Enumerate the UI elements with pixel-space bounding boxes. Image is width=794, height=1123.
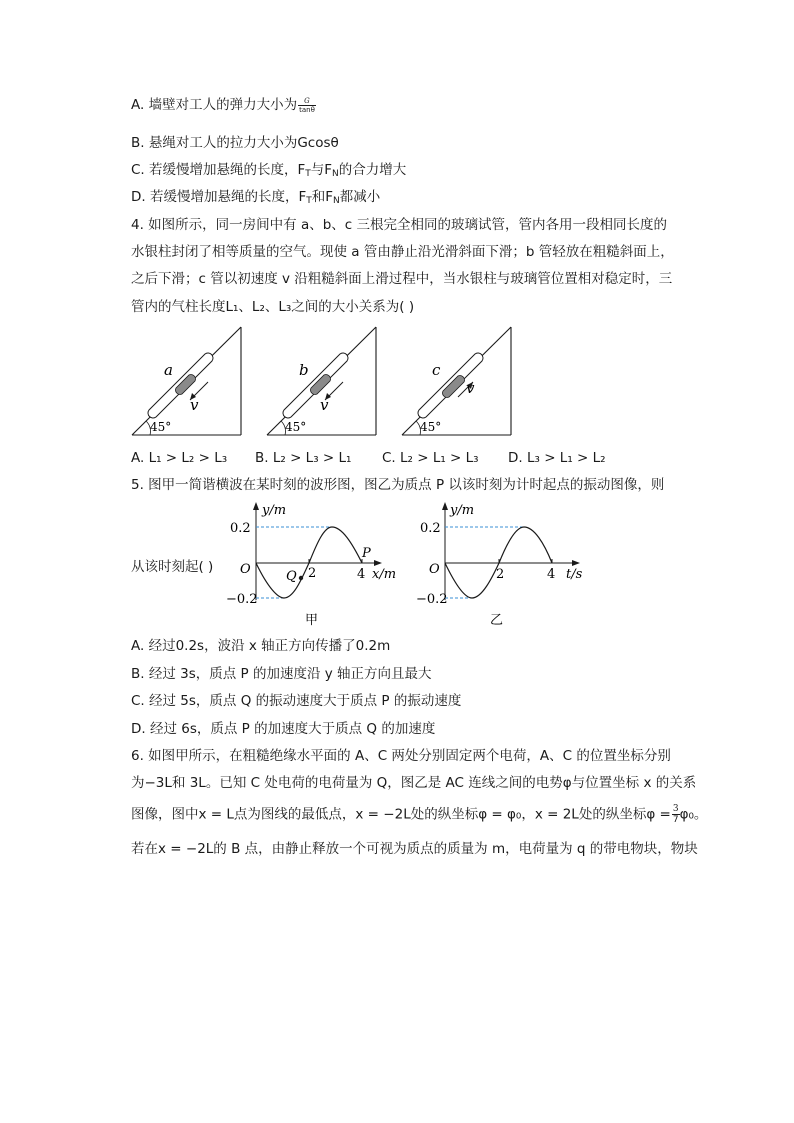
q4-option-a: A. L₁ > L₂ > L₃: [131, 450, 228, 466]
q3-option-a: A. 墙壁对工人的弹力大小为 $\frac{G}{\tan\theta}$: [131, 96, 315, 114]
velocity-label: v: [466, 379, 475, 397]
q6-stem-line-2: 为−3L和 3L。已知 C 处电荷的电荷量为 Q，图乙是 AC 连线之间的电势φ与位置坐标 x 的关系: [131, 775, 697, 791]
velocity-label: v: [190, 396, 199, 414]
tube-label: b: [299, 361, 309, 379]
q4-stem-line-4: 管内的气柱长度L₁、L₂、L₃之间的大小关系为( ): [131, 299, 415, 315]
q5-stem-line-2: 从该时刻起( ): [131, 559, 214, 575]
tube-label: a: [164, 361, 173, 379]
caption-yi: 乙: [490, 613, 504, 628]
fraction-g-over-tan: $\frac{G}{\tan\theta}$: [299, 96, 315, 114]
y-axis-arrow: [442, 502, 448, 510]
q5-option-b: B. 经过 3s，质点 P 的加速度沿 y 轴正方向且最大: [131, 666, 432, 682]
q5-option-d: D. 经过 6s，质点 P 的加速度大于质点 Q 的加速度: [131, 721, 436, 737]
y-tick-bottom: −0.2: [226, 592, 258, 607]
q5-stem-line-1: 5. 图甲一简谐横波在某时刻的波形图，图乙为质点 P 以该时刻为计时起点的振动图像，则: [131, 477, 665, 493]
point-q-label: Q: [286, 569, 297, 584]
y-tick-top: 0.2: [420, 521, 441, 536]
incline-figure-a: [128, 325, 244, 440]
angle-label: 45°: [285, 420, 307, 434]
q6-stem-line-1: 6. 如图甲所示，在粗糙绝缘水平面的 A、C 两处分别固定两个电荷，A、C 的位置坐标分别: [131, 748, 671, 764]
origin-label: O: [240, 562, 251, 577]
q4-option-d: D. L₃ > L₁ > L₂: [508, 450, 606, 466]
x-tick-label-4: 4: [357, 567, 366, 582]
fraction-three-sevenths: $\frac{3}{7}$: [672, 804, 679, 825]
t-axis-label: t/s: [566, 567, 583, 582]
q6-stem-line-3: 图像，图中x = L点为图线的最低点，x = −2L处的纵坐标φ = φ₀，x = 2L处的纵坐标φ = $\frac{3}{7}$ φ₀。: [131, 804, 708, 825]
q5-option-a: A. 经过0.2s，波沿 x 轴正方向传播了0.2m: [131, 638, 391, 654]
q4-stem-line-2: 水银柱封闭了相等质量的空气。现使 a 管由静止沿光滑斜面下滑；b 管轻放在粗糙斜面上，: [131, 244, 674, 260]
q5-option-c: C. 经过 5s，质点 Q 的振动速度大于质点 P 的振动速度: [131, 693, 462, 709]
q3-option-b: B. 悬绳对工人的拉力大小为Gcosθ: [131, 135, 339, 151]
y-axis-label: y/m: [262, 503, 287, 518]
velocity-label: v: [320, 396, 329, 414]
q4-option-c: C. L₂ > L₁ > L₃: [382, 450, 479, 466]
x-axis-arrow: [374, 560, 382, 566]
q3-option-c: C. 若缓慢增加悬绳的长度，$F_T$与$F_N$的合力增大: [131, 162, 407, 179]
y-tick-bottom: −0.2: [416, 592, 448, 607]
y-axis-label: y/m: [450, 503, 475, 518]
q4-stem-line-1: 4. 如图所示，同一房间中有 a、b、c 三根完全相同的玻璃试管，管内各用一段相同长度的: [131, 217, 668, 233]
t-tick-label-2: 2: [496, 567, 505, 582]
angle-label: 45°: [420, 420, 442, 434]
incline-figure-c: [398, 325, 514, 440]
q4-option-b: B. L₂ > L₃ > L₁: [255, 450, 352, 466]
t-axis-arrow: [572, 560, 580, 566]
origin-label: O: [429, 562, 440, 577]
tube-label: c: [432, 361, 441, 379]
y-axis-arrow: [253, 502, 259, 510]
q6-stem-line-4: 若在x = −2L的 B 点，由静止释放一个可视为质点的质量为 m，电荷量为 q 的带电物块，物块: [131, 841, 698, 857]
x-axis-label: x/m: [372, 567, 397, 582]
x-tick-label-2: 2: [308, 566, 317, 581]
vibration-graph-yi: [404, 498, 584, 630]
wave-graph-jia: [222, 498, 402, 630]
point-q-marker: [299, 576, 303, 580]
point-p-label: P: [362, 546, 371, 561]
q3-option-d: D. 若缓慢增加悬绳的长度，$F_T$和$F_N$都减小: [131, 189, 381, 206]
caption-jia: 甲: [305, 613, 319, 628]
t-tick-label-4: 4: [547, 567, 556, 582]
q4-stem-line-3: 之后下滑；c 管以初速度 v 沿粗糙斜面上滑过程中，当水银柱与玻璃管位置相对稳定时，三: [131, 271, 673, 287]
angle-label: 45°: [150, 420, 172, 434]
incline-figure-b: [263, 325, 379, 440]
y-tick-top: 0.2: [230, 521, 251, 536]
